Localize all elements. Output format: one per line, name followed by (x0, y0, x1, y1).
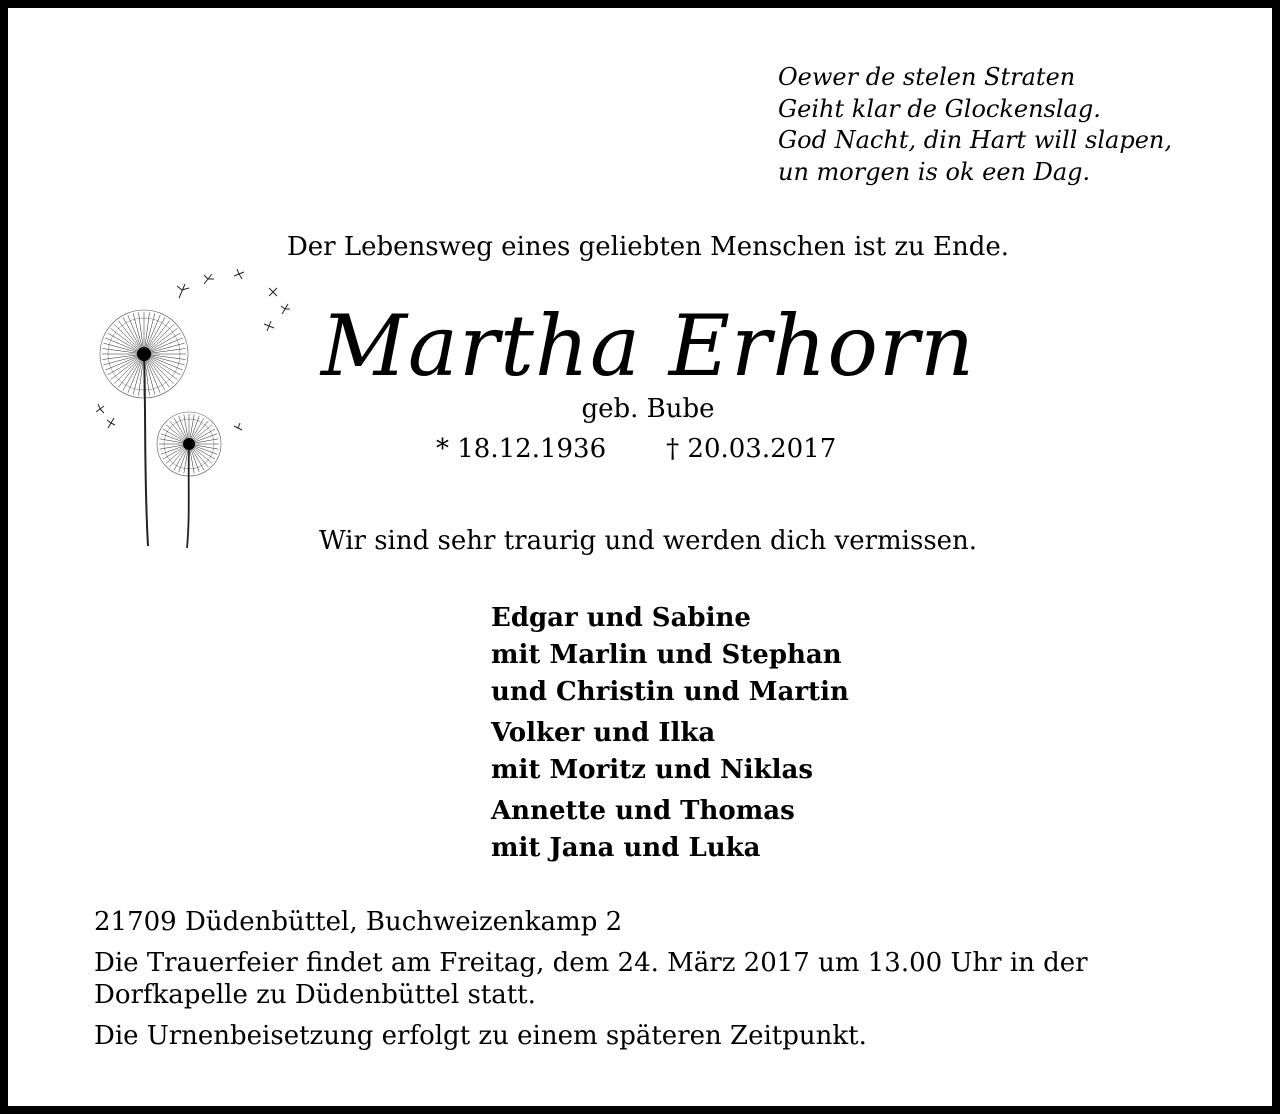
poem (778, 62, 1172, 188)
maiden-name: geb. Bube (581, 394, 715, 424)
mourner-group (491, 600, 849, 711)
death-date: † 20.03.2017 (666, 434, 837, 464)
mourner-line: Edgar und Sabine (491, 603, 751, 633)
mourner-group (491, 715, 849, 789)
mourner-line: und Christin und Martin (491, 677, 849, 707)
mourner-line: mit Jana und Luka (491, 833, 761, 863)
life-dates (436, 432, 836, 466)
birth-date: * 18.12.1936 (436, 434, 607, 464)
mourner-line: mit Marlin und Stephan (491, 640, 842, 670)
mourner-line: mit Moritz und Niklas (491, 755, 814, 785)
poem-line: Geiht klar de Glockenslag. (778, 94, 1101, 123)
mourner-line: Volker und Ilka (491, 718, 716, 748)
ceremony-info: Die Trauerfeier findet am Freitag, dem 24. März 2017 um 13.00 Uhr in der Dorfkapelle zu Düdenbüttel statt. (94, 948, 1088, 1010)
burial-info: Die Urnenbeisetzung erfolgt zu einem späteren Zeitpunkt. (94, 1021, 867, 1051)
address: 21709 Düdenbüttel, Buchweizenkamp 2 (94, 907, 623, 937)
poem-line: God Nacht, din Hart will slapen, (778, 126, 1172, 154)
footer-info (94, 906, 1214, 1061)
mourner-group (491, 793, 849, 867)
intro-text: Der Lebensweg eines geliebten Menschen ist zu Ende. (286, 232, 1010, 262)
deceased-name: Martha Erhorn (320, 297, 976, 395)
mourners-list (491, 600, 849, 871)
condolence-message: Wir sind sehr traurig und werden dich vermissen. (318, 526, 978, 556)
mourner-line: Annette und Thomas (491, 796, 795, 826)
poem-line: Oewer de stelen Straten (778, 63, 1076, 91)
poem-line: un morgen is ok een Dag. (778, 157, 1091, 186)
